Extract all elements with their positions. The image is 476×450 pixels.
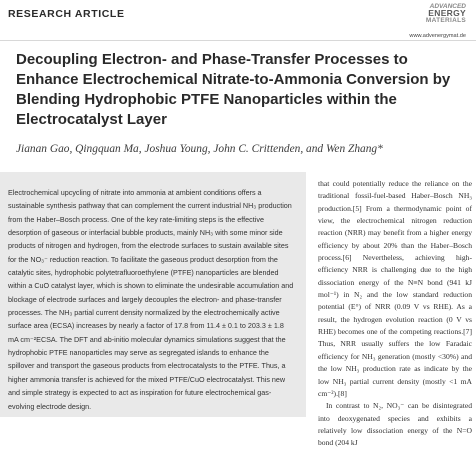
body-paragraph-2: In contrast to N₂, NO₃⁻ can be disintegrated into deoxygenated species and exhibits a relatively low dissociation energy of the N=O bond (204 kJ: [318, 401, 472, 448]
author-list: Jianan Gao, Qingquan Ma, Joshua Young, John C. Crittenden, and Wen Zhang*: [16, 143, 383, 155]
journal-url[interactable]: www.advenergymat.de: [409, 33, 466, 39]
body-column: [318, 178, 472, 450]
article-title: Decoupling Electron- and Phase-Transfer Processes to Enhance Electrochemical Nitrate-to-Ammonia Conversion by Blending Hydrophobic PTFE Nanoparticles within the Electrocatalyst Layer: [16, 51, 451, 128]
abstract-text: Electrochemical upcycling of nitrate into ammonia at ambient conditions offers a sustainable synthesis pathway that can complement the current industrial NH₃ production from the Haber–Bosch process. One of the key rate-limiting steps is the effective desorption of gaseous or interfacial bubble products, mainly NH₃ with some minor side products of nitrogen and hydrogen, from the electrode surfaces to sustain available sites for the NO₃⁻ reduction reaction. To facilitate the gaseous product desorption from the catalytic sites, hydrophobic polytetrafluoroethylene (PTFE) nanoparticles are blended within a CuO catalyst layer, which is shown to eliminate the undesirable accumulation and blockage of electrode surfaces and largely decouples the electron- and phase-transfer processes. The NH₃ partial current density normalized by the electrochemically active surface area (ECSA) increases by nearly a factor of 17.8 from 11.4 ± 0.1 to 203.3 ± 1.8 mA cm⁻²ECSA. The DFT and ab-initio molecular dynamics simulations suggest that the hydrophobic PTFE nanoparticles may serve as segregated islands to enhance the spillover and transport the gaseous products from electrocatalysts to the PTFE. Thus, a higher ammonia transfer is achieved for the mixed PTFE/CuO electrocatalyst. This new and simple strategy is expected to act as inspiration for future electrochemical gas-evolving electrode design.: [8, 188, 294, 411]
body-paragraph-1: that could potentially reduce the reliance on the traditional fossil-fuel-based Haber–Bosch NH₃ production.[5] From a thermodynamic point of view, the electrochemical nitrogen reduction reaction (NRR) may benefit from a higher energy efficiency by about 20% than the Haber–Bosch process.[6] Nevertheless, achieving high-efficiency NRR is challenging due to the high dissociation energy of the N≡N bond (941 kJ mol⁻¹) in N₂ and the low standard reduction potential (E°) of NRR (0.09 V vs RHE). As a result, the hydrogen evolution reaction (0 V vs RHE) becomes one of the competing reactions.[7] Thus, NRR usually suffers the low Faradaic efficiency for NH₃ generation (mostly <30%) and the low NH₃ production rate as indicate by the low NH₃ partial current density (mostly <1 mA cm⁻²).[8]: [318, 179, 472, 398]
section-label: RESEARCH ARTICLE: [8, 8, 125, 20]
journal-logo: [426, 3, 466, 24]
logo-line-3: MATERIALS: [425, 17, 466, 24]
abstract-box: [0, 172, 306, 417]
logo-line-2: ENERGY: [428, 8, 466, 18]
header-divider: [0, 40, 476, 41]
logo-line-1: ADVANCED: [429, 3, 466, 10]
page-header: [0, 0, 476, 30]
